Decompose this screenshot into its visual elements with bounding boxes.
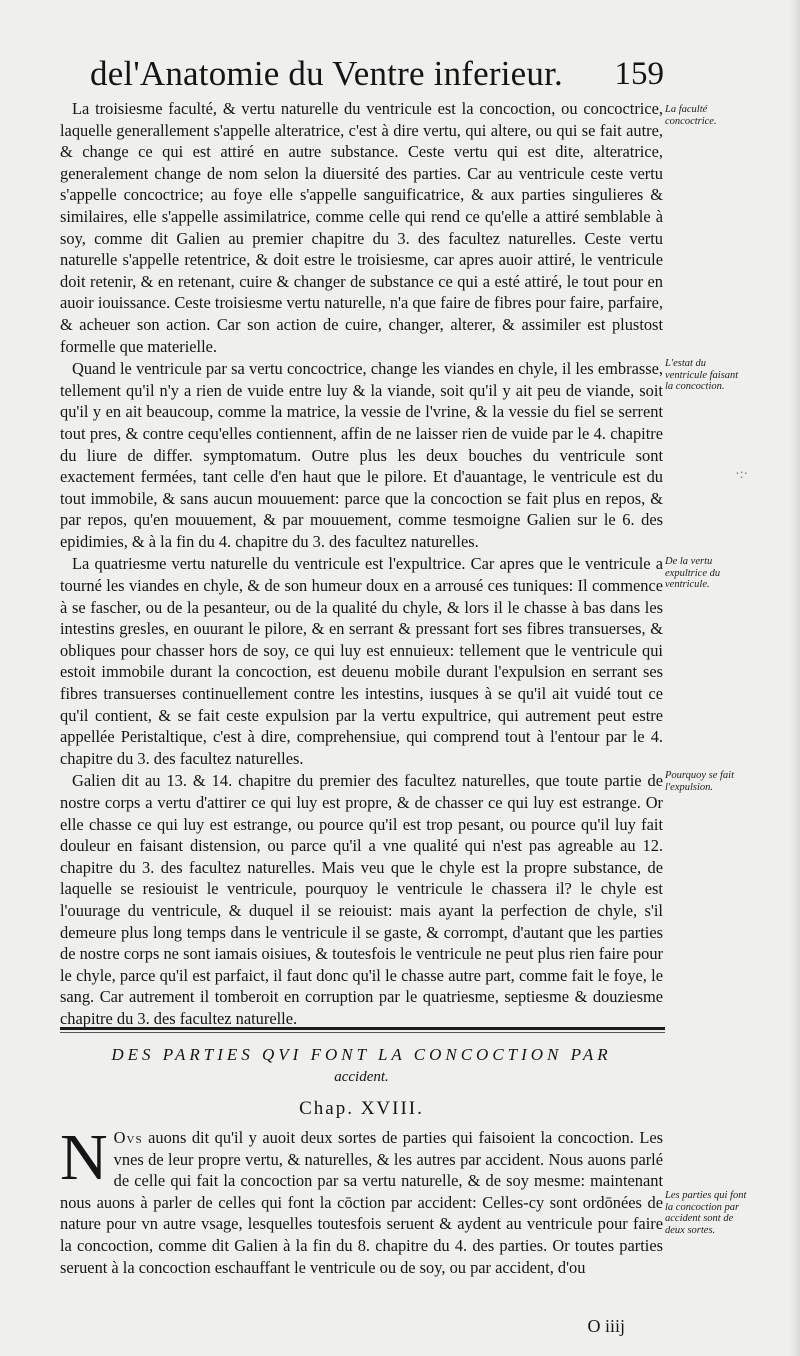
paragraph-galien-expulsion: Galien dit au 13. & 14. chapitre du premier des facultez naturelles, que toute partie de nostre corps a vertu d'attirer ce qui luy est propre, & de chasser ce qui luy est estrange. Or elle chasse ce qui luy est estrange, ou pource qu'il est trop pesant, ou pource qu'il luy fait douleur en faisant distension, ou parce qu'il a vne qualité qui n'est pas agreable au 12. chapitre du 3. des facultez naturelles. Mais veu que le chyle est la propre substance, de laquelle se resiouist le ventricule, pourquoy le ventricule le chassera il? le chyle est l'ouurage du ventricule, & duquel il se reiouist: mais ayant la perfection de chyle, s'il demeure plus long temps dans le ventricule il se gaste, & corrompt, d'autant que les parties de nostre corps ne sont iamais oisiues, & toutesfois le ventricule ne peut plus rien faire pour le chyle, parce qu'il est parfaict, il faut donc qu'il le chasse autre part, comme fait le foye, le sang. Car autrement il tomberoit en corruption par le quatriesme, septiesme & douziesme chapitre du 3. des facultez naturelle.: [60, 771, 663, 1028]
bleed-through-mark: ·:·: [735, 467, 749, 482]
margin-note: La faculté concoctrice.: [665, 104, 717, 127]
section-heading: [60, 1044, 663, 1088]
paragraph-concoction: La troisiesme faculté, & vertu naturelle du ventricule est la concoction, ou concoctrice, laquelle generallement s'appelle alteratrice, c'est à dire vertu, qui altere, ou qui se fait autre, & change ce qui est attiré en autre substance. Ceste vertu qui est dite, alteratrice, generalement change de nom selon la diuersité des parties. Car au ventricule ceste vertu s'appelle concoctrice; au foye elle s'appelle sanguificatrice, & aux parties singulieres & similaires, elle s'appelle assimilatrice, comme celle qui rend ce qu'elle a attiré semblable à soy, comme dit Galien au premier chapitre du 3. des facultez naturelles. Ceste vertu naturelle s'appelle retentrice, & doit estre le troisiesme, car apres auoir attiré, le ventricule doit retenir, & en retenant, cuire & changer de substance ce qui a esté attiré, le tout pour en auoir iouissance. Ceste troisiesme vertu naturelle, n'a que faire de fibres pour faire, parfaire, & acheuer son action. Car son action de cuire, changer, alterer, & assimiler est plustost formelle que materielle.: [60, 99, 663, 356]
page-edge-shadow: [790, 0, 800, 1356]
section-divider-thin: [60, 1032, 665, 1033]
chapter-body: [60, 1121, 663, 1279]
margin-note: L'estat du ventricule faisant la concoction.: [665, 358, 739, 392]
margin-note: Pourquoy se fait l'expulsion.: [665, 770, 735, 793]
chapter-paragraph-text: auons dit qu'il y auoit deux sortes de parties qui faisoient la concoction. Les vnes de leur propre vertu, & naturelles, & les autres par accident. Nous auons parlé de celle qui fait la concoction par sa vertu naturelle, & de soy mesme: maintenant nous auons à parler de celles qui font la cōction par accident: Celles-cy sont ordōnées de nature pour vn autre vsage, lesquelles toutesfois seruent & aydent au ventricule pour faire la concoction, comme dit Galien à la fin du 8. chapitre du 4. des parties. Or toutes parties seruent à la concoction eschauffant le ventricule ou de soy, ou par accident, d'ou: [60, 1128, 663, 1277]
chapter-paragraph: [60, 1121, 663, 1278]
catchword: O iiij: [587, 1316, 625, 1336]
margin-note: Les parties qui font la concoction par accident sont de deux sortes.: [665, 1190, 747, 1236]
chapter-first-words: Ovs: [113, 1128, 143, 1147]
running-title: del'Anatomie du Ventre inferieur.: [90, 54, 563, 93]
main-text: [60, 98, 663, 1031]
section-divider: [60, 1027, 665, 1030]
chapter-heading: Chap. XVIII.: [299, 1098, 424, 1119]
section-heading-line1: DES PARTIES QVI FONT LA CONCOCTION PAR: [111, 1045, 612, 1064]
paragraph-ventricle-state: Quand le ventricule par sa vertu concoctrice, change les viandes en chyle, il les embrasse, tellement qu'il n'y a rien de vuide entre luy & la viande, soit qu'il y ait peu de viande, soit qu'il y en ait beaucoup, comme la matrice, la vessie de l'vrine, & la vessie du fiel se serrent tout pres, & contre cequ'elles contiennent, affin de ne laisser rien de vuide par le 4. chapitre du liure de differ. symptomatum. Outre plus les deux bouches du ventricule sont exactement fermées, tant celle d'en haut que le pilore. Et d'auantage, le ventricule est du tout immobile, & sans aucun mouuement: parce que la concoction se fait plus en repos, & par repos, qu'en mouuement, & par mouuement, comme tesmoigne Galien sur le 6. des epidimies, & à la fin du 4. chapitre du 3. des facultez naturelles.: [60, 359, 663, 551]
section-heading-line2: accident.: [334, 1069, 389, 1085]
page-header: [90, 54, 664, 98]
paragraph-expultrice: La quatriesme vertu naturelle du ventricule est l'expultrice. Car apres que le ventricule a tourné les viandes en chyle, & de son humeur doux en a arrousé ces tuniques: Il commence à se fascher, ou de la pesanteur, ou de la qualité du chyle, & lors il le chasse à bas dans les intestins gresles, en ouurant le pilore, & en serrant & pressant fort ses fibres transuerses, & obliques pour chasser hors de soy, ce qui luy est ennuieux: tellement que le ventricule qui estoit immobile durant la concoction, est deuenu mobile durant l'expulsion en serrant ses fibres transuerses continuellement contre les intestins, iusques à se qu'il ait vuidé tout ce qu'il contient, & se fait ceste expulsion par la vertu expultrice, qui autrement peut estre appellée Peristaltique, c'est à dire, comprehensiue, qui comprend tout à l'entour par le 4. chapitre du 3. des facultez naturelles.: [60, 554, 663, 768]
page-number: 159: [614, 56, 664, 92]
margin-note: De la vertu expultrice du ventricule.: [665, 556, 721, 590]
drop-cap: N: [60, 1121, 108, 1194]
